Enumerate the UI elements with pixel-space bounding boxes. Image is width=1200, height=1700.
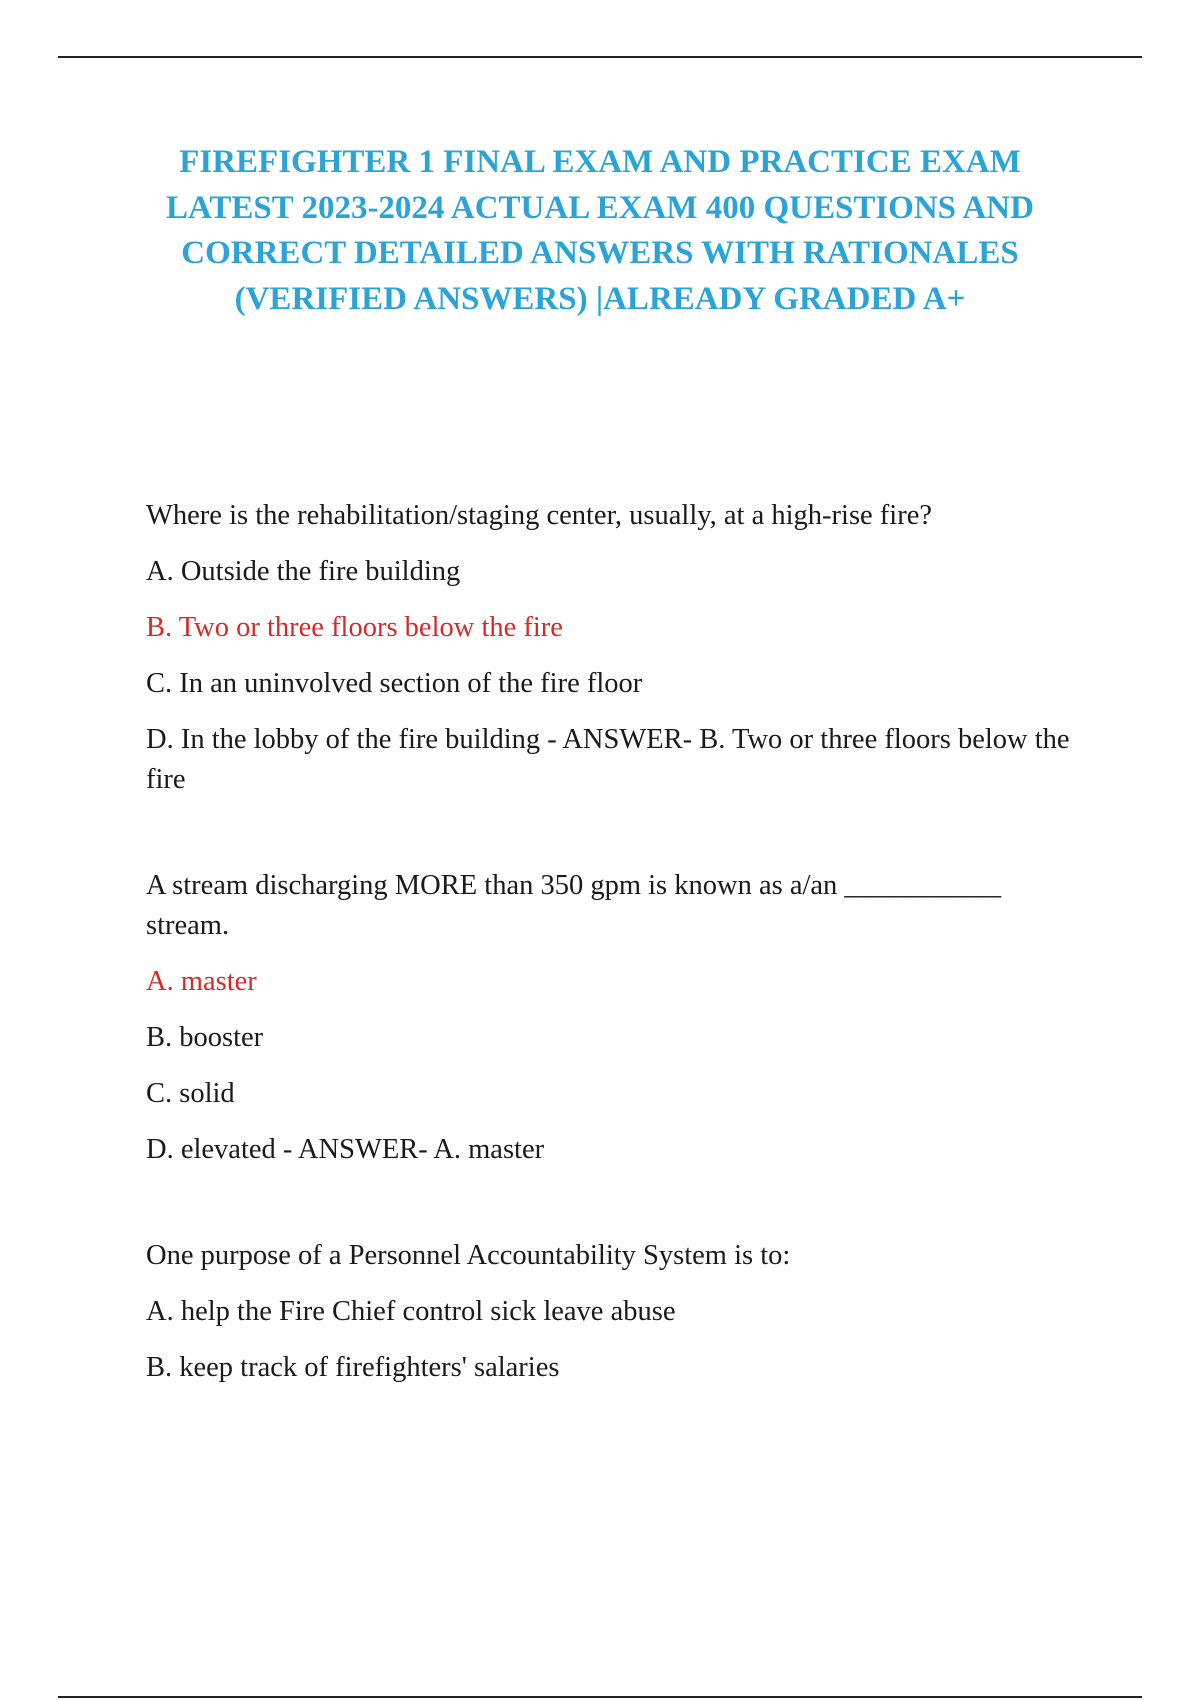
bottom-rule	[58, 1696, 1142, 1698]
answer-option: B. booster	[146, 1022, 264, 1053]
answer-option-with-key: D. In the lobby of the fire building - ANSWER- B. Two or three floors below the fire	[146, 724, 1070, 795]
top-rule	[58, 56, 1142, 58]
answer-option-correct: A. master	[146, 966, 257, 997]
answer-option-with-key: D. elevated - ANSWER- A. master	[146, 1134, 545, 1165]
question-text: A stream discharging MORE than 350 gpm is known as a/an ___________ stream.	[146, 870, 1002, 941]
question-1	[146, 496, 1086, 800]
question-list	[146, 496, 1086, 1454]
answer-option-correct: B. Two or three floors below the fire	[146, 612, 563, 643]
answer-option: C. In an uninvolved section of the fire floor	[146, 668, 643, 699]
answer-option: A. help the Fire Chief control sick leave abuse	[146, 1296, 676, 1327]
question-text: Where is the rehabilitation/staging center, usually, at a high-rise fire?	[146, 500, 933, 531]
question-text: One purpose of a Personnel Accountability System is to:	[146, 1240, 791, 1271]
answer-option: A. Outside the fire building	[146, 556, 461, 587]
answer-option: B. keep track of firefighters' salaries	[146, 1352, 560, 1383]
question-2	[146, 866, 1086, 1170]
answer-option: C. solid	[146, 1078, 235, 1109]
document-title: FIREFIGHTER 1 FINAL EXAM AND PRACTICE EXAM LATEST 2023-2024 ACTUAL EXAM 400 QUESTIONS AND CORRECT DETAILED ANSWERS WITH RATIONALES (VERIFIED ANSWERS) |ALREADY GRADED A+	[166, 144, 1034, 317]
question-3	[146, 1236, 1086, 1388]
